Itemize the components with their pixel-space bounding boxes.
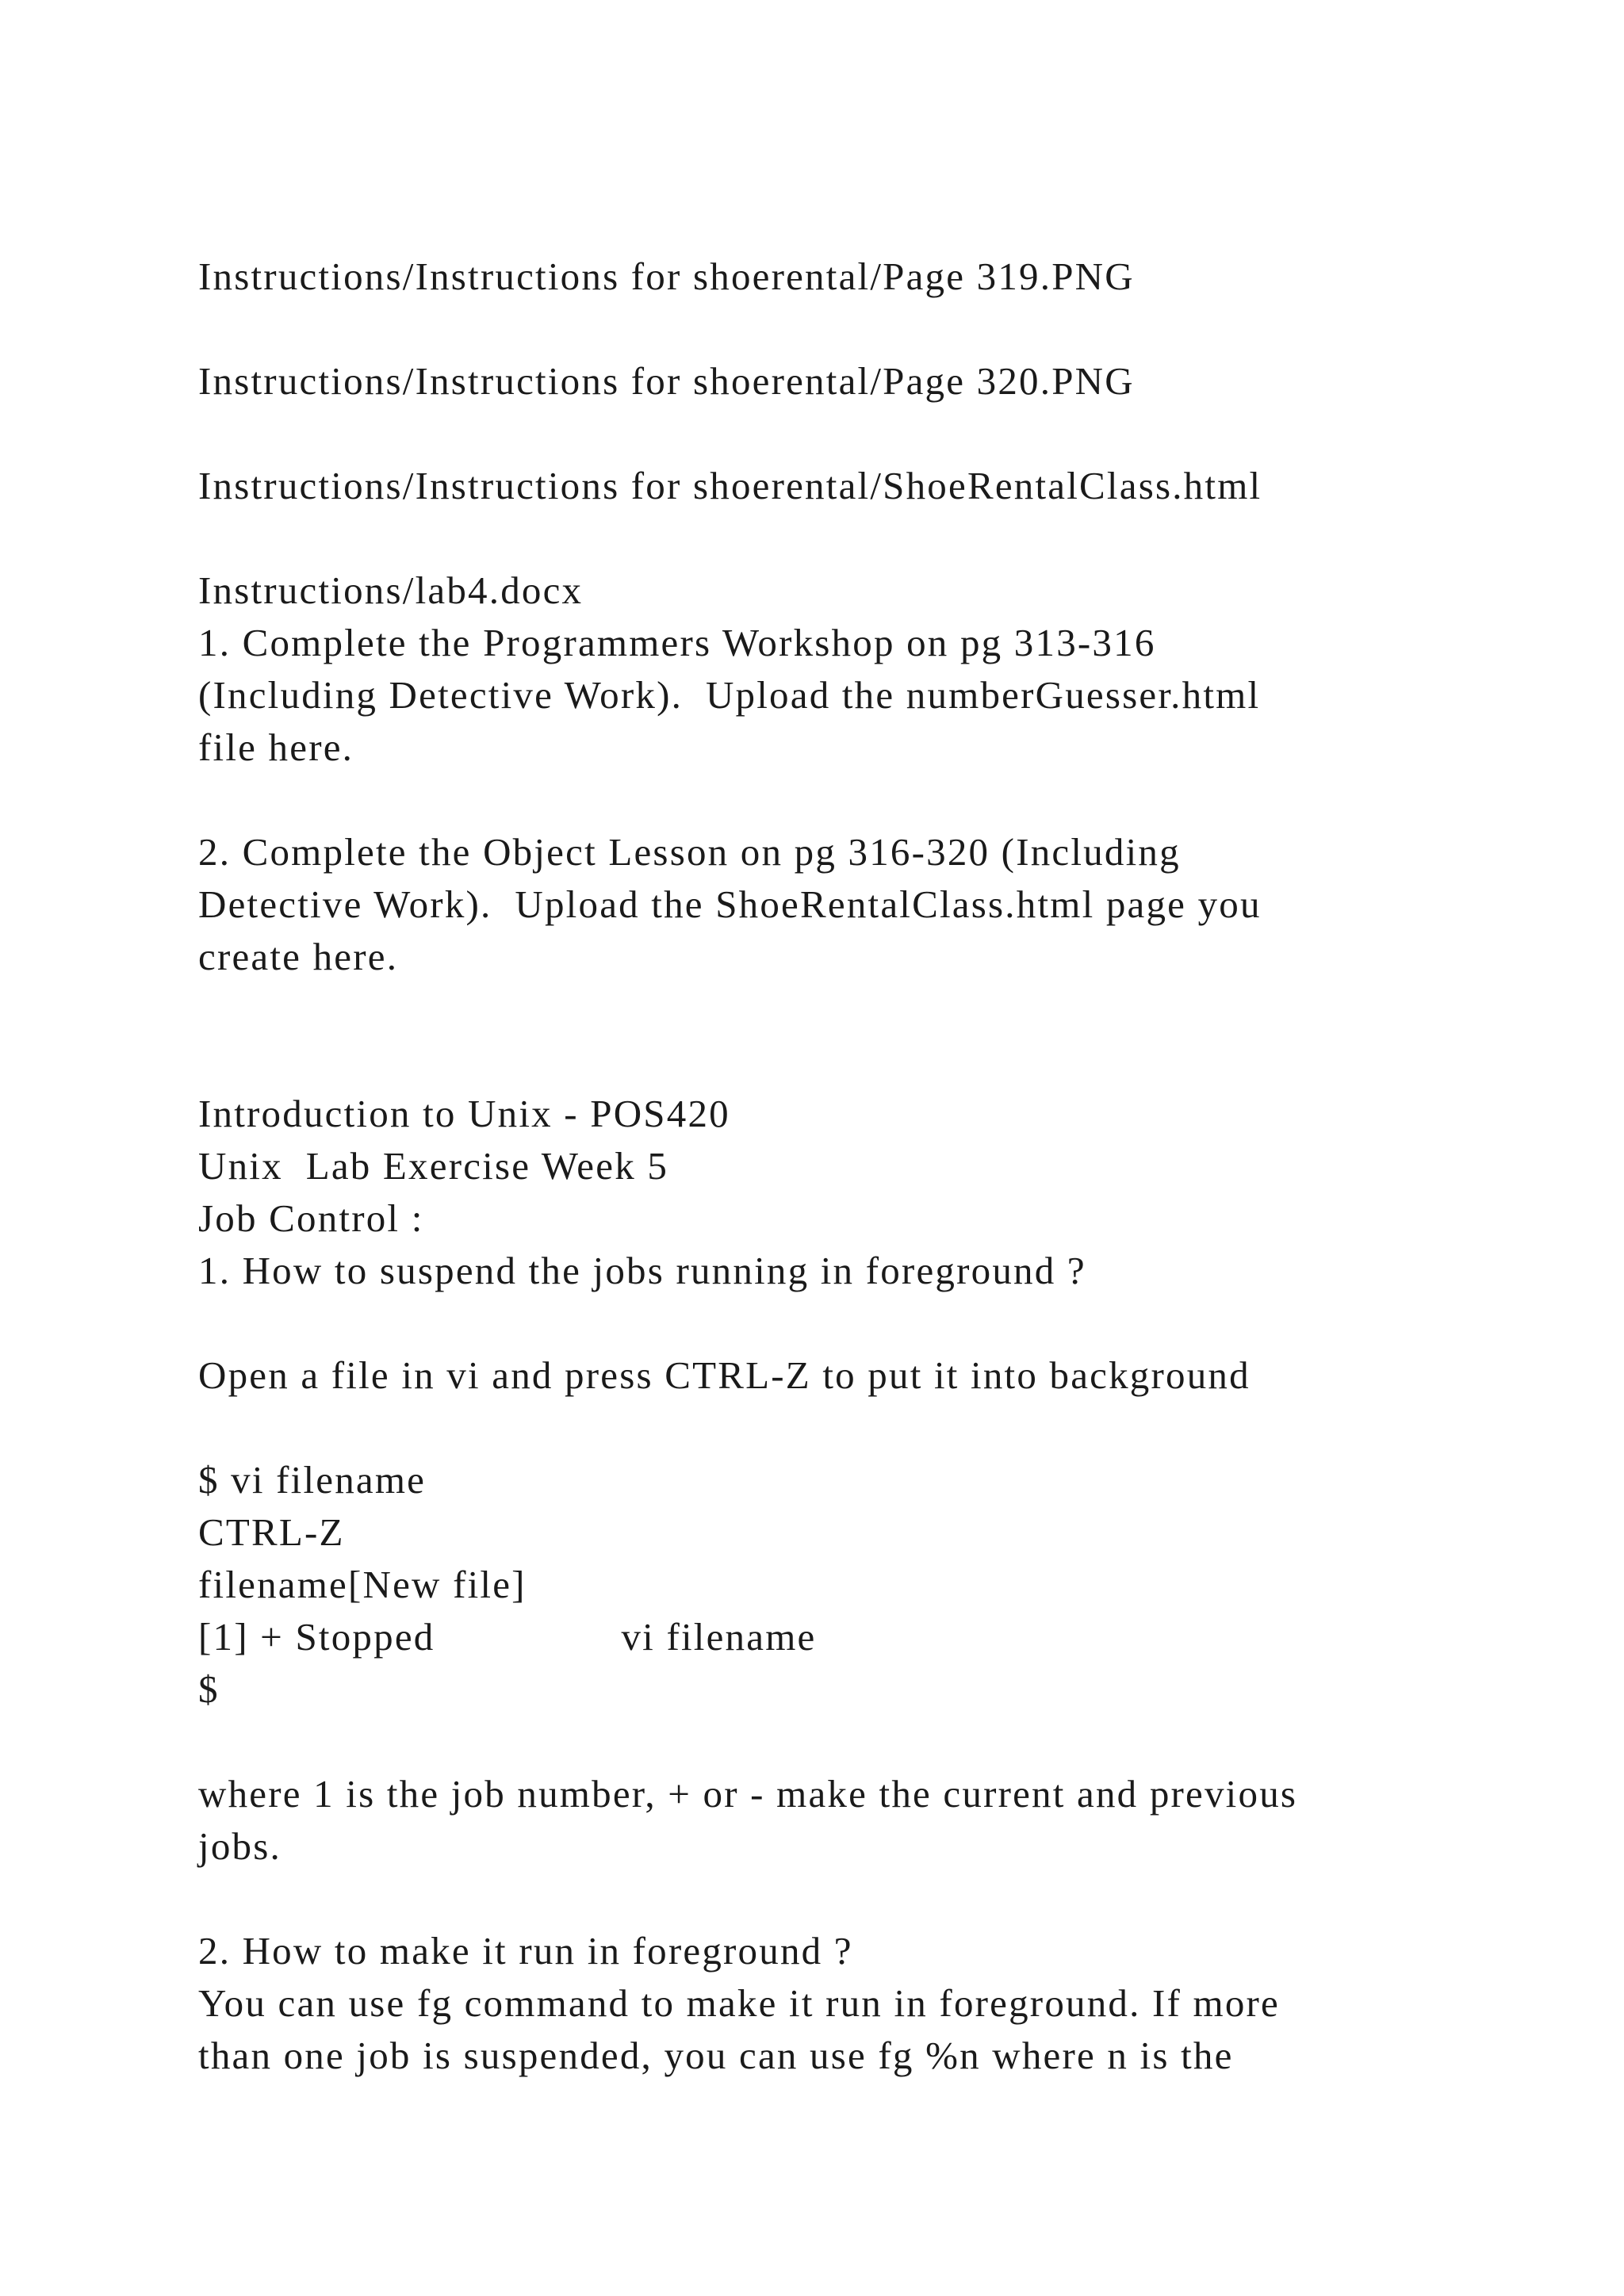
exercise-title: Unix Lab Exercise Week 5 [198,1144,669,1188]
spacer [198,1297,1546,1349]
file-path-page-319: Instructions/Instructions for shoerental/Page 319.PNG [198,254,1135,298]
question-1: 1. How to suspend the jobs running in foreground ? [198,1249,1086,1292]
terminal-new-file: filename[New file] [198,1563,527,1606]
lab4-item-2-line-2: Detective Work). Upload the ShoeRentalClass.html page you [198,882,1262,926]
lab4-item-2-line-3: create here. [198,935,399,978]
spacer [198,1402,1546,1454]
question-1-instruction: Open a file in vi and press CTRL-Z to put it into background [198,1353,1251,1397]
lab4-item-1-line-1: 1. Complete the Programmers Workshop on pg 313-316 [198,621,1156,664]
lab4-item-1-line-3: file here. [198,725,354,769]
lab4-item-1-line-2: (Including Detective Work). Upload the numberGuesser.html [198,673,1261,717]
job-status: [1] + Stopped [198,1615,435,1659]
job-command: vi filename [621,1615,817,1659]
terminal-job-line [198,1611,1546,1663]
spacer [198,983,1546,1088]
terminal-prompt: $ [198,1667,220,1711]
file-path-shoe-rental-class: Instructions/Instructions for shoerental/ShoeRentalClass.html [198,464,1262,507]
spacer [198,408,1546,460]
spacer [198,774,1546,826]
question-1-explanation-line-2: jobs. [198,1824,282,1868]
terminal-command: $ vi filename [198,1458,427,1502]
spacer [198,303,1546,355]
question-2-answer-line-2: than one job is suspended, you can use fg %n where n is the [198,2034,1234,2077]
question-1-explanation-line-1: where 1 is the job number, + or - make the current and previous [198,1772,1298,1816]
spacer [198,1716,1546,1768]
course-title: Introduction to Unix - POS420 [198,1092,730,1135]
file-path-lab4: Instructions/lab4.docx [198,568,584,612]
terminal-key: CTRL-Z [198,1510,345,1554]
document-body [198,251,1546,2082]
file-path-page-320: Instructions/Instructions for shoerental/Page 320.PNG [198,359,1135,403]
question-2-answer-line-1: You can use fg command to make it run in foreground. If more [198,1981,1280,2025]
section-heading: Job Control : [198,1196,424,1240]
question-2: 2. How to make it run in foreground ? [198,1929,853,1973]
lab4-item-2-line-1: 2. Complete the Object Lesson on pg 316-320 (Including [198,830,1181,874]
spacer [198,1873,1546,1925]
spacer [198,512,1546,564]
